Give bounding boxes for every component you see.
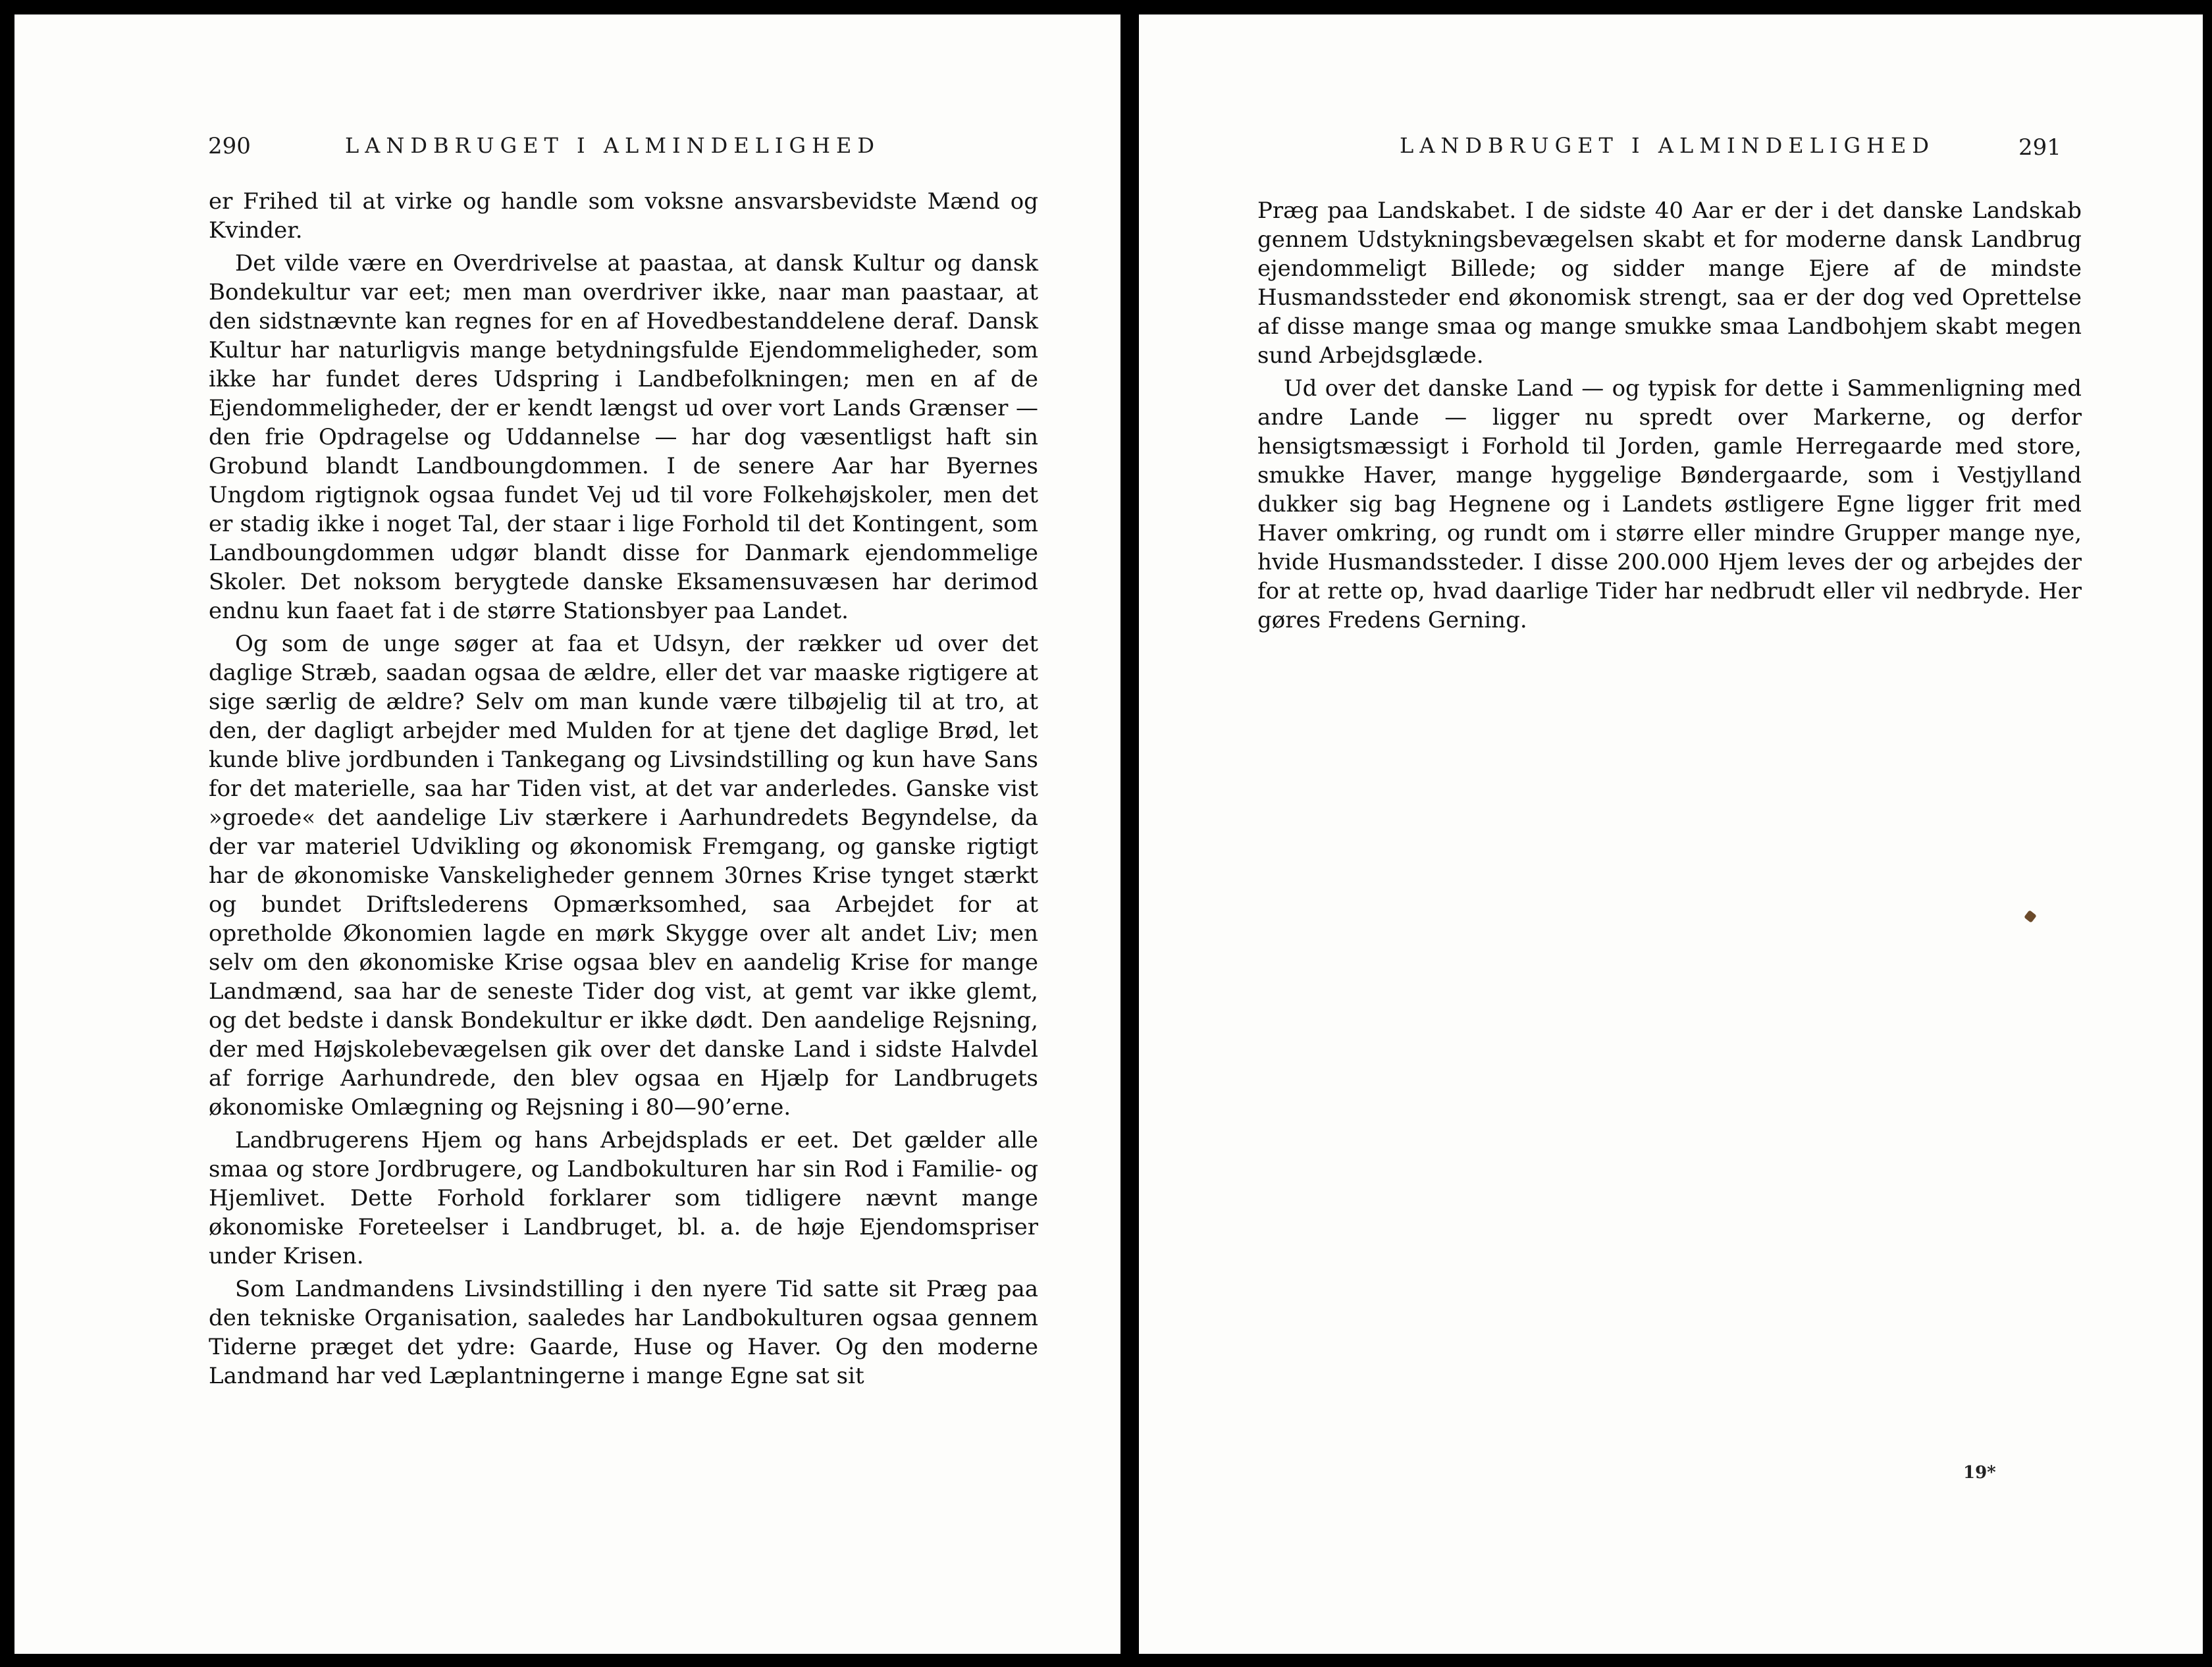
left-page-number: 290 [208, 133, 251, 159]
left-running-title: LANDBRUGET I ALMINDELIGHED [345, 133, 880, 158]
left-page [14, 14, 1120, 1654]
right-paragraph-2: Ud over det danske Land — og typisk for dette i Sammenligning med andre Lande — ligger nu spredt over Markerne, og derfor hensigtsmæssigt i Forhold til Jorden, gamle Herregaarde med store, smukke Haver, mange hyggelige Bøndergaarde, som i Vestjylland dukker sig bag Hegnene og i Landets østligere Egne ligger frit med Haver omkring, og rundt om i større eller mindre Grupper mange nye, hvide Husmandssteder. I disse 200.000 Hjem leves der og arbejdes der for at rette op, hvad daarlige Tider har nedbrudt eller vil nedbryde. Her gøres Fredens Gerning. [1257, 375, 2082, 633]
left-paragraph-2: Det vilde være en Overdrivelse at paastaa, at dansk Kultur og dansk Bondekultur var eet; men man overdriver ikke, naar man paastaar, at den sidstnævnte kan regnes for en af Hovedbestanddelene deraf. Dansk Kultur har naturligvis mange betydningsfulde Ejendommeligheder, som ikke har fundet deres Udspring i Landbefolkningen; men en af de Ejendommeligheder, der er kendt længst ud over vort Lands Grænser — den frie Opdragelse og Uddannelse — har dog væsentligst haft sin Grobund blandt Landboungdommen. I de senere Aar har Byernes Ungdom rigtignok ogsaa fundet Vej ud til vore Folkehøjskoler, men det er stadig ikke i noget Tal, der staar i lige Forhold til det Kontingent, som Landboungdommen udgør blandt disse for Danmark ejendommelige Skoler. Det noksom berygtede danske Eksamensuvæsen har derimod endnu kun faaet fat i de større Stationsbyer paa Landet. [209, 250, 1038, 624]
left-paragraph-5: Som Landmandens Livsindstilling i den nyere Tid satte sit Præg paa den tekniske Organisation, saaledes har Landbokulturen ogsaa gennem Tiderne præget det ydre: Gaarde, Huse og Haver. Og den moderne Landmand har ved Læplantningerne i mange Egne sat sit [209, 1276, 1038, 1389]
left-paragraph-1: er Frihed til at virke og handle som voksne ansvarsbevidste Mænd og Kvinder. [209, 188, 1038, 244]
printer-signature-mark: 19* [1963, 1463, 1996, 1483]
left-paragraph-4: Landbrugerens Hjem og hans Arbejdsplads er eet. Det gælder alle smaa og store Jordbrugere, og Landbokulturen har sin Rod i Familie- og Hjemlivet. Dette Forhold forklarer som tidligere nævnt mange økonomiske Foreteelser i Landbruget, bl. a. de høje Ejendomspriser under Krisen. [209, 1127, 1038, 1269]
right-running-title: LANDBRUGET I ALMINDELIGHED [1400, 133, 1935, 158]
left-paragraph-3: Og som de unge søger at faa et Udsyn, der rækker ud over det daglige Stræb, saadan ogsaa de ældre, eller det var maaske rigtigere at sige særlig de ældre? Selv om man kunde være tilbøjelig til at tro, at den, der dagligt arbejder med Mulden for at tjene det daglige Brød, let kunde blive jordbunden i Tankegang og Livsindstilling og kun have Sans for det materielle, saa har Tiden vist, at det var anderledes. Ganske vist »groede« det aandelige Liv stærkere i Aarhundredets Begyndelse, da der var materiel Udvikling og økonomisk Fremgang, og ganske rigtigt har de økonomiske Vanskeligheder gennem 30rnes Krise tynget stærkt og bundet Driftslederens Opmærksomhed, saa Arbejdet for at opretholde Økonomien lagde en mørk Skygge over alt andet Liv; men selv om den økonomiske Krise ogsaa blev en aandelig Krise for mange Landmænd, saa har de seneste Tider dog vist, at gemt var ikke glemt, og det bedste i dansk Bondekultur er ikke dødt. Den aandelige Rejsning, der med Højskolebevægelsen gik over det danske Land i sidste Halvdel af forrige Aarhundrede, den blev ogsaa en Hjælp for Landbrugets økonomiske Omlægning og Rejsning i 80—90’erne. [209, 631, 1038, 1121]
paper-stain-mark [2024, 910, 2037, 923]
left-body-text [209, 187, 1038, 1394]
right-body-text [1257, 196, 2082, 639]
right-page-number: 291 [2018, 134, 2061, 161]
right-page [1139, 14, 2203, 1654]
right-paragraph-1: Præg paa Landskabet. I de sidste 40 Aar er der i det danske Landskab gennem Udstykningsbevægelsen skabt et for moderne dansk Landbrug ejendommeligt Billede; og sidder mange Ejere af de mindste Husmandssteder end økonomisk strengt, saa er der dog ved Oprettelse af disse mange smaa og mange smukke smaa Landbohjem skabt megen sund Arbejdsglæde. [1257, 198, 2082, 369]
